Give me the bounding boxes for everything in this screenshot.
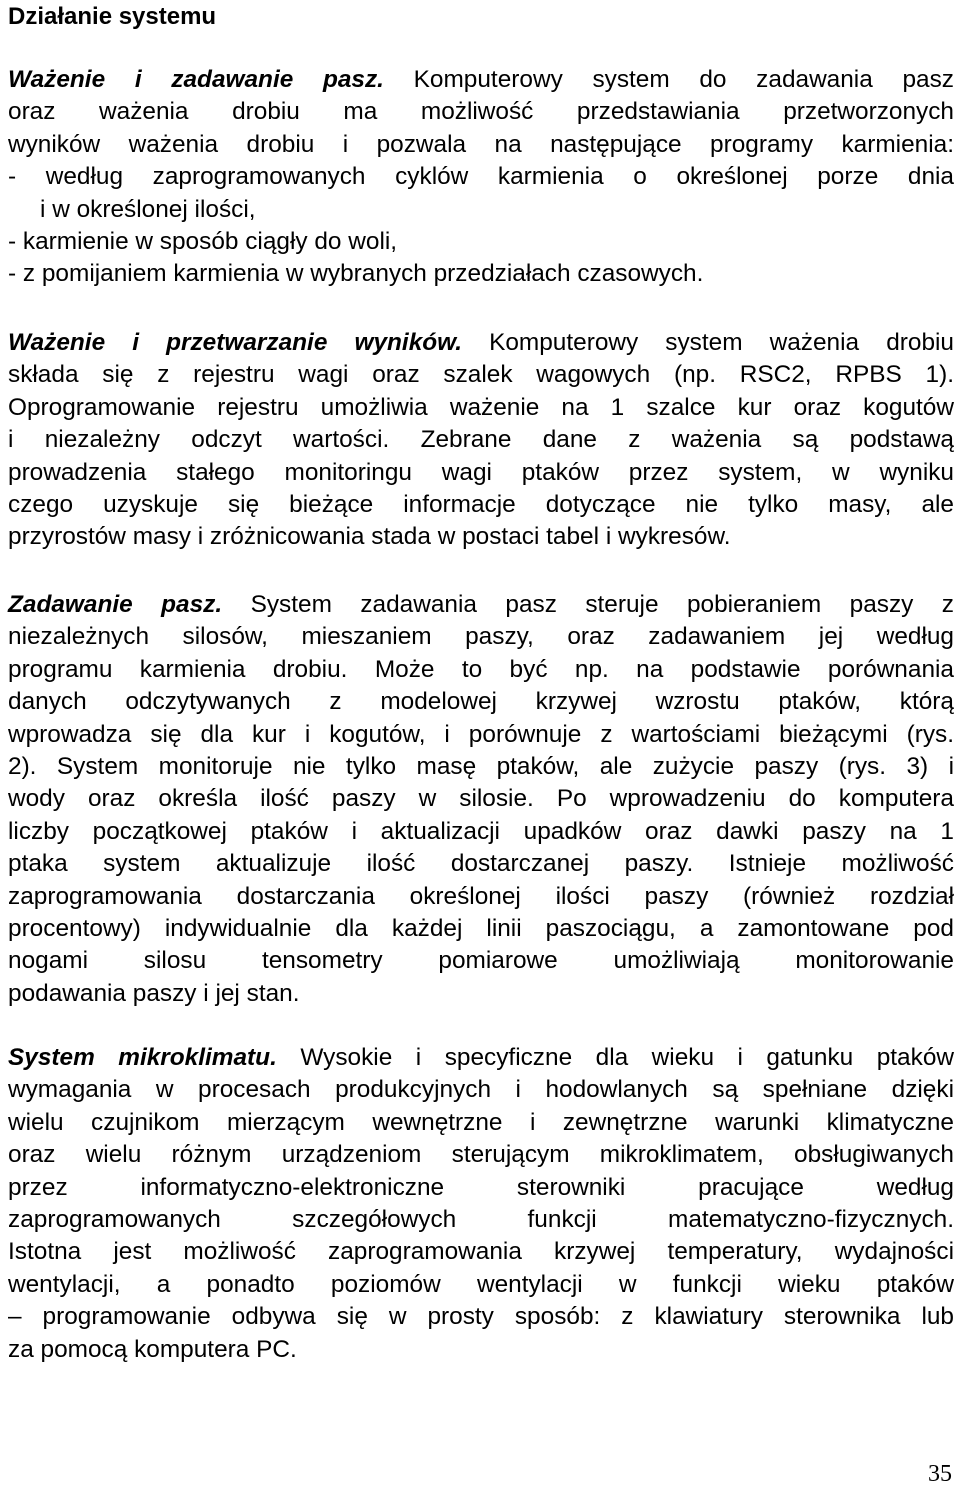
paragraph-feeding-weighing xyxy=(8,64,954,291)
text-line: oraz wielu różnym urządzeniom sterującym mikroklimatem, obsługiwanych xyxy=(8,1141,954,1169)
text-line: zaprogramowanych szczegółowych funkcji matematyczno-fizycznych. xyxy=(8,1206,954,1234)
text-line: czego uzyskuje się bieżące informacje dotyczące nie tylko masy, ale xyxy=(8,491,954,519)
text-line: programu karmienia drobiu. Może to być np. na podstawie porównania xyxy=(8,655,954,683)
text-line: za pomocą komputera PC. xyxy=(8,1335,297,1363)
paragraph-lead: Ważenie i zadawanie pasz. xyxy=(8,66,384,93)
text-line: wymagania w procesach produkcyjnych i hodowlanych są spełniane dzięki xyxy=(8,1076,954,1104)
text-line: przyrostów masy i zróżnicowania stada w postaci tabel i wykresów. xyxy=(8,523,731,551)
text-fragment: Wysokie i specyficzne dla wieku i gatunku ptaków xyxy=(276,1044,955,1071)
text-line xyxy=(8,64,954,96)
text-line: procentowy) indywidualnie dla każdej linii paszociągu, a zamontowane pod xyxy=(8,915,954,943)
text-line: Oprogramowanie rejestru umożliwia ważenie na 1 szalce kur oraz kogutów xyxy=(8,393,954,421)
text-line xyxy=(8,1042,954,1074)
text-line: wentylacji, a ponadto poziomów wentylacji w funkcji wieku ptaków xyxy=(8,1270,954,1298)
text-line: wody oraz określa ilość paszy w silosie. Po wprowadzeniu do komputera xyxy=(8,785,954,813)
text-line: i niezależny odczyt wartości. Zebrane dane z ważenia są podstawą xyxy=(8,426,954,454)
text-line: przez informatyczno-elektroniczne sterowniki pracujące według xyxy=(8,1173,954,1201)
list-item: - według zaprogramowanych cyklów karmienia o określonej porze dnia xyxy=(8,163,954,191)
text-line xyxy=(8,327,954,359)
text-line: wielu czujnikom mierzącym wewnętrzne i zewnętrzne warunki klimatyczne xyxy=(8,1108,954,1136)
paragraph-microclimate xyxy=(8,1042,954,1366)
list-item: - karmienie w sposób ciągły do woli, xyxy=(8,228,398,256)
text-line: nogami silosu tensometry pomiarowe umożliwiają monitorowanie xyxy=(8,947,954,975)
text-line: liczby początkowej ptaków i aktualizacji upadków oraz dawki paszy na 1 xyxy=(8,817,954,845)
text-line: – programowanie odbywa się w prosty sposób: z klawiatury sterownika lub xyxy=(8,1303,954,1331)
text-fragment: Komputerowy system do zadawania pasz xyxy=(383,66,954,93)
text-line: Istotna jest możliwość zaprogramowania krzywej temperatury, wydajności xyxy=(8,1238,954,1266)
text-line: wprowadza się dla kur i kogutów, i porównuje z wartościami bieżącymi (rys. xyxy=(8,720,954,748)
text-line: podawania paszy i jej stan. xyxy=(8,979,300,1007)
paragraph-feed-dispensing xyxy=(8,589,954,1010)
list-item: - z pomijaniem karmienia w wybranych przedziałach czasowych. xyxy=(8,260,704,288)
text-line: prowadzenia stałego monitoringu wagi ptaków przez system, w wyniku xyxy=(8,458,954,486)
text-line: 2). System monitoruje nie tylko masę ptaków, ale zużycie paszy (rys. 3) i xyxy=(8,753,954,781)
text-line: zaprogramowania dostarczania określonej ilości paszy (również rozdział xyxy=(8,882,954,910)
text-line: niezależnych silosów, mieszaniem paszy, oraz zadawaniem jej według xyxy=(8,623,954,651)
text-line: danych odczytywanych z modelowej krzywej wzrostu ptaków, którą xyxy=(8,688,954,716)
text-line: składa się z rejestru wagi oraz szalek wagowych (np. RSC2, RPBS 1). xyxy=(8,361,954,389)
paragraph-lead: Zadawanie pasz. xyxy=(8,591,223,618)
paragraph-weighing-processing xyxy=(8,327,954,554)
paragraph-lead: System mikroklimatu. xyxy=(8,1044,277,1071)
text-line: ptaka system aktualizuje ilość dostarczanej paszy. Istnieje możliwość xyxy=(8,850,954,878)
section-heading: Działanie systemu xyxy=(8,3,217,30)
text-fragment: Komputerowy system ważenia drobiu xyxy=(462,329,954,356)
text-line: wyników ważenia drobiu i pozwala na następujące programy karmienia: xyxy=(8,130,954,158)
text-line: oraz ważenia drobiu ma możliwość przedstawiania przetworzonych xyxy=(8,98,954,126)
text-fragment: System zadawania pasz steruje pobieraniem paszy z xyxy=(222,591,954,618)
list-item-continuation: i w określonej ilości, xyxy=(40,195,256,223)
text-line xyxy=(8,589,954,621)
page-number: 35 xyxy=(928,1461,952,1487)
paragraph-lead: Ważenie i przetwarzanie wyników. xyxy=(8,329,462,356)
